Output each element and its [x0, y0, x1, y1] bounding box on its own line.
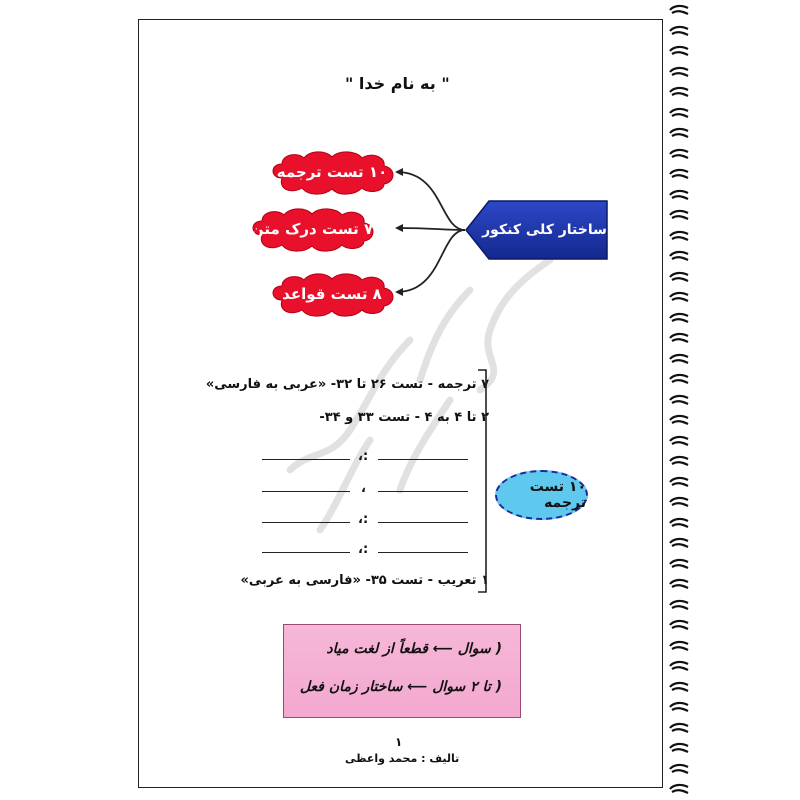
spiral-coil [668, 558, 690, 570]
spiral-coil [668, 312, 690, 324]
spiral-coil [668, 517, 690, 529]
blank-line [262, 491, 350, 492]
spiral-coil [668, 230, 690, 242]
author-credit: تالیف : محمد واعظی [345, 752, 460, 765]
note-line-1: ( سوال ⟵ قطعاً از لغت میاد [326, 641, 502, 657]
spiral-coil [668, 209, 690, 221]
blank-line [262, 522, 350, 523]
spiral-coil [668, 168, 690, 180]
blank-line [378, 552, 468, 553]
spiral-coil [668, 660, 690, 672]
spiral-coil [668, 640, 690, 652]
notes-box [283, 624, 521, 718]
spiral-coil [668, 763, 690, 775]
blank-mark: :، [358, 542, 369, 557]
spiral-coil [668, 578, 690, 590]
page-number: ۱ [395, 735, 403, 749]
translation-line-1: ۷ ترجمه - تست ۲۶ تا ۳۲- «عربی به فارسی» [205, 377, 489, 392]
blank-mark: ، [361, 481, 366, 496]
cloud-label: ۸ تست قواعد [282, 285, 382, 303]
spiral-coil [668, 722, 690, 734]
spiral-coil [668, 701, 690, 713]
blank-line [378, 491, 468, 492]
spiral-coil [668, 394, 690, 406]
connector-arrows [395, 160, 470, 305]
spiral-coil [668, 496, 690, 508]
blank-line [378, 522, 468, 523]
structure-label: ساختار کلی کنکور [482, 222, 607, 238]
spiral-coil [668, 373, 690, 385]
spiral-coil [668, 107, 690, 119]
page-title: " به نام خدا " [345, 74, 450, 93]
spiral-coil [668, 25, 690, 37]
cloud-grammar [268, 270, 396, 318]
spiral-coil [668, 599, 690, 611]
blank-mark: :، [358, 512, 369, 527]
spiral-coil [668, 619, 690, 631]
translation-line-2: ۲ تا ۴ به ۴ - تست ۳۳ و ۳۴- [319, 410, 489, 425]
spiral-binding [666, 0, 694, 800]
cloud-translation [268, 148, 396, 196]
spiral-coil [668, 250, 690, 262]
translation-oval: ۱۰ تست ترجمه [495, 470, 588, 520]
blank-line [262, 459, 350, 460]
spiral-coil [668, 414, 690, 426]
spiral-coil [668, 45, 690, 57]
cloud-comprehension [248, 205, 376, 253]
spiral-coil [668, 189, 690, 201]
spiral-coil [668, 742, 690, 754]
spiral-coil [668, 271, 690, 283]
spiral-coil [668, 783, 690, 795]
spiral-coil [668, 537, 690, 549]
blank-mark: :، [358, 449, 369, 464]
spiral-coil [668, 476, 690, 488]
translation-line-3: ۱ تعریب - تست ۳۵- «فارسی به عربی» [240, 573, 489, 588]
spiral-coil [668, 332, 690, 344]
cloud-label: ۷ تست درک متن [250, 220, 374, 238]
spiral-coil [668, 455, 690, 467]
spiral-coil [668, 353, 690, 365]
blank-line [378, 459, 468, 460]
spiral-coil [668, 681, 690, 693]
spiral-coil [668, 435, 690, 447]
spiral-coil [668, 148, 690, 160]
spiral-coil [668, 4, 690, 16]
spiral-coil [668, 127, 690, 139]
spiral-coil [668, 291, 690, 303]
structure-arrow-box [465, 200, 608, 260]
note-line-2: ( تا ۲ سوال ⟵ ساختار زمان فعل [299, 679, 502, 695]
cloud-label: ۱۰ تست ترجمه [276, 163, 388, 181]
spiral-coil [668, 86, 690, 98]
translation-bracket [476, 368, 490, 594]
spiral-coil [668, 66, 690, 78]
blank-line [262, 552, 350, 553]
